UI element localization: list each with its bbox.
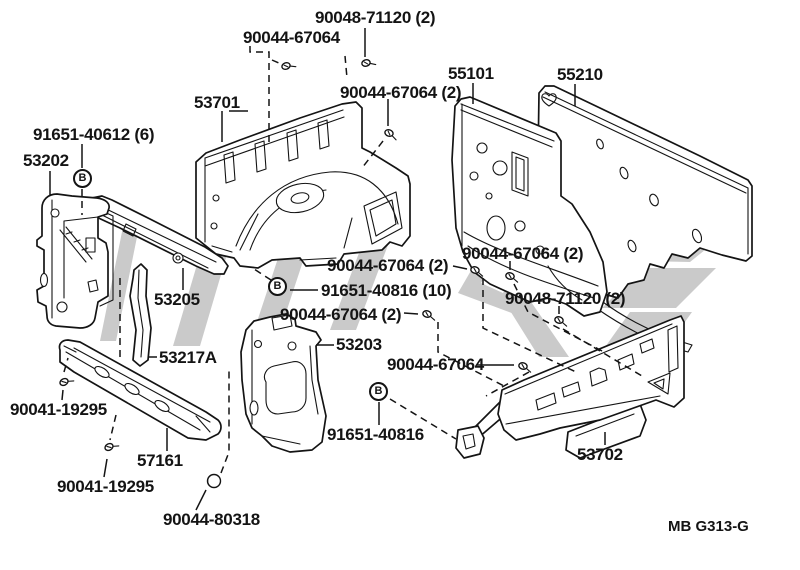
part-label-91651-40816-lower: 91651-40816 (327, 425, 424, 444)
part-label-90044-67064-top-left: 90044-67064 (243, 28, 340, 47)
bolt-icon (281, 60, 296, 71)
bolt-icon (104, 440, 119, 453)
fastener-mark-b-2: B (268, 277, 287, 296)
part-label-90041-19295-upper: 90041-19295 (10, 400, 107, 419)
part-label-91651-40612: 91651-40612 (6) (33, 125, 155, 144)
part-53701-drawing (196, 102, 410, 268)
part-label-55210: 55210 (557, 65, 603, 84)
bolt-icon (554, 316, 569, 326)
bolt-icon (361, 58, 376, 68)
part-label-53203: 53203 (336, 335, 382, 354)
bolt-icon (59, 375, 74, 388)
part-label-90048-71120-top: 90048-71120 (2) (315, 8, 436, 27)
part-53217A-drawing (130, 264, 151, 366)
part-53702-drawing (456, 316, 684, 458)
part-label-90044-67064-lower-center: 90044-67064 (2) (280, 305, 402, 324)
part-label-53701: 53701 (194, 93, 240, 112)
part-label-90048-71120-mid: 90048-71120 (2) (505, 289, 626, 308)
part-label-53202: 53202 (23, 151, 69, 170)
part-label-57161: 57161 (137, 451, 183, 470)
part-label-90044-67064-mid-right: 90044-67064 (2) (462, 244, 584, 263)
part-label-53702: 53702 (577, 445, 623, 464)
part-label-90044-67064-upper-center: 90044-67064 (2) (340, 83, 462, 102)
bolt-icon (422, 310, 437, 320)
part-label-91651-40816-mid: 91651-40816 (10) (321, 281, 452, 300)
part-label-90044-67064-mid-left: 90044-67064 (2) (327, 256, 449, 275)
part-53202-drawing (37, 194, 113, 328)
bolt-icon (518, 362, 533, 372)
page-code-label: MB G313-G (668, 518, 749, 535)
part-label-53217A: 53217A (159, 348, 217, 367)
bolt-icon (384, 129, 399, 140)
part-label-53205: 53205 (154, 290, 200, 309)
grommet-icon (208, 475, 221, 488)
part-label-90044-80318: 90044-80318 (163, 510, 260, 529)
part-label-55101: 55101 (448, 64, 494, 83)
part-label-90044-67064-lower-right: 90044-67064 (387, 355, 484, 374)
part-label-90041-19295-lower: 90041-19295 (57, 477, 154, 496)
part-53203-drawing (241, 314, 326, 452)
fastener-mark-b-1: B (73, 169, 92, 188)
fastener-mark-b-3: B (369, 382, 388, 401)
